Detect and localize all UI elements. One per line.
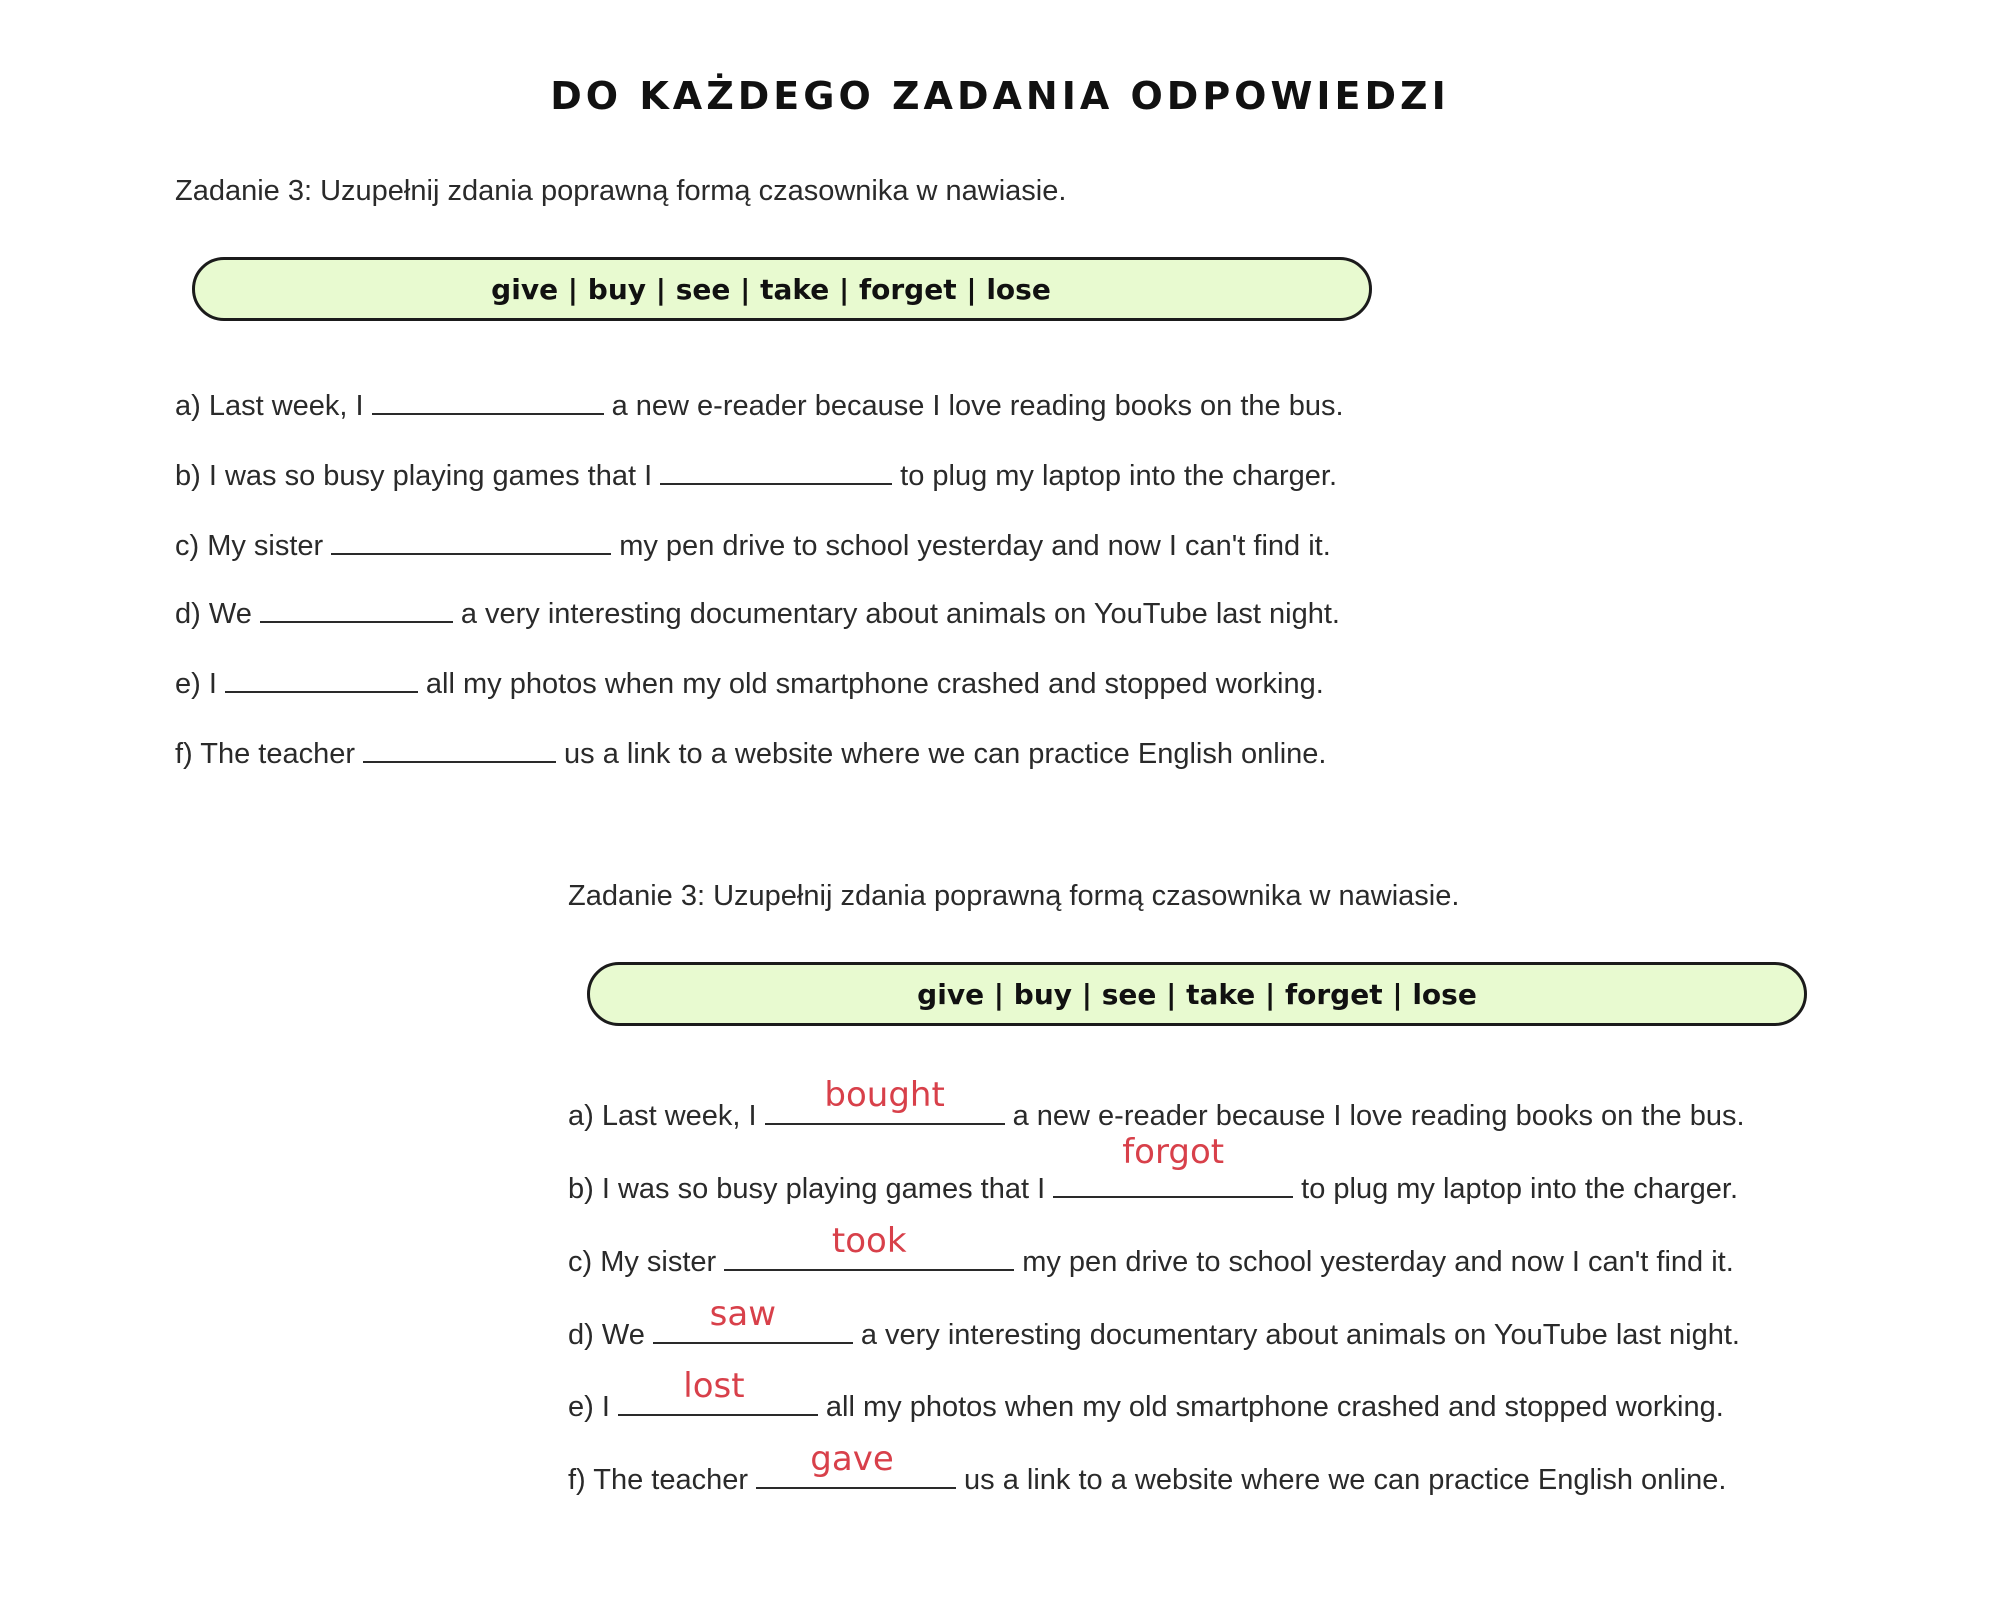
sentence-prefix: f) The teacher: [568, 1464, 749, 1496]
sentence-prefix: d) We: [175, 598, 252, 630]
word-bank: give | buy | see | take | forget | lose: [917, 977, 1477, 1011]
sentence-prefix: b) I was so busy playing games that I: [568, 1173, 1046, 1205]
sentence-a: [175, 383, 1344, 423]
sentence-prefix: c) My sister: [175, 530, 324, 562]
sentence-prefix: f) The teacher: [175, 738, 356, 770]
exercise-instruction: Zadanie 3: Uzupełnij zdania poprawną formą czasownika w nawiasie.: [568, 880, 1460, 912]
sentence-suffix: all my photos when my old smartphone crashed and stopped working.: [825, 1391, 1724, 1423]
sentence-suffix: a very interesting documentary about animals on YouTube last night.: [460, 598, 1340, 630]
answer-blank[interactable]: [331, 523, 611, 555]
sentence-prefix: a) Last week, I: [175, 390, 364, 422]
word-bank-box: [192, 257, 1372, 321]
answer-blank[interactable]: [1053, 1132, 1293, 1198]
handwritten-answer: lost: [683, 1366, 745, 1406]
sentence-suffix: a new e-reader because I love reading books on the bus.: [611, 390, 1344, 422]
sentence-suffix: to plug my laptop into the charger.: [900, 460, 1338, 492]
sentence-d: [568, 1294, 1740, 1352]
answer-blank[interactable]: [724, 1221, 1014, 1271]
sentence-prefix: d) We: [568, 1319, 645, 1351]
exercise-answered: [568, 880, 1838, 1496]
answer-blank[interactable]: [260, 591, 453, 623]
handwritten-answer: took: [831, 1221, 907, 1261]
sentence-suffix: us a link to a website where we can practice English online.: [964, 1464, 1727, 1496]
handwritten-answer: bought: [824, 1075, 945, 1115]
sentence-a: [568, 1075, 1745, 1133]
answer-blank[interactable]: [765, 1075, 1005, 1125]
word-bank: give | buy | see | take | forget | lose: [491, 272, 1051, 306]
sentence-suffix: my pen drive to school yesterday and now I can't find it.: [619, 530, 1331, 562]
sentence-c: [568, 1221, 1734, 1279]
exercise-instruction: Zadanie 3: Uzupełnij zdania poprawną formą czasownika w nawiasie.: [175, 175, 1067, 207]
sentence-prefix: c) My sister: [568, 1246, 717, 1278]
sentence-suffix: my pen drive to school yesterday and now I can't find it.: [1022, 1246, 1734, 1278]
sentence-c: [175, 523, 1331, 563]
answer-blank[interactable]: [756, 1439, 956, 1489]
sentence-suffix: to plug my laptop into the charger.: [1301, 1173, 1739, 1205]
answer-blank[interactable]: [225, 661, 418, 693]
answer-blank[interactable]: [660, 453, 892, 485]
handwritten-answer: saw: [709, 1294, 777, 1334]
answer-blank[interactable]: [372, 383, 604, 415]
sentence-suffix: a very interesting documentary about animals on YouTube last night.: [860, 1319, 1740, 1351]
sentence-d: [175, 591, 1340, 631]
sentence-prefix: a) Last week, I: [568, 1100, 757, 1132]
sentence-e: [568, 1366, 1724, 1424]
answer-blank[interactable]: [363, 731, 556, 763]
sentence-suffix: a new e-reader because I love reading books on the bus.: [1012, 1100, 1745, 1132]
sentence-e: [175, 661, 1324, 701]
exercise-blank: [175, 175, 1425, 770]
sentence-f: [568, 1439, 1727, 1497]
sentence-prefix: e) I: [175, 668, 217, 700]
word-bank-box: [587, 962, 1807, 1026]
sentence-f: [175, 731, 1326, 771]
sentence-suffix: all my photos when my old smartphone crashed and stopped working.: [425, 668, 1324, 700]
answer-blank[interactable]: [618, 1366, 818, 1416]
handwritten-answer: gave: [810, 1439, 894, 1479]
page-title: DO KAŻDEGO ZADANIA ODPOWIEDZI: [550, 74, 1450, 118]
sentence-suffix: us a link to a website where we can practice English online.: [564, 738, 1327, 770]
sentence-b: [175, 453, 1337, 493]
sentence-prefix: e) I: [568, 1391, 610, 1423]
handwritten-answer: forgot: [1122, 1132, 1225, 1172]
answer-blank[interactable]: [653, 1294, 853, 1344]
sentence-b: [568, 1132, 1739, 1206]
sentence-prefix: b) I was so busy playing games that I: [175, 460, 653, 492]
